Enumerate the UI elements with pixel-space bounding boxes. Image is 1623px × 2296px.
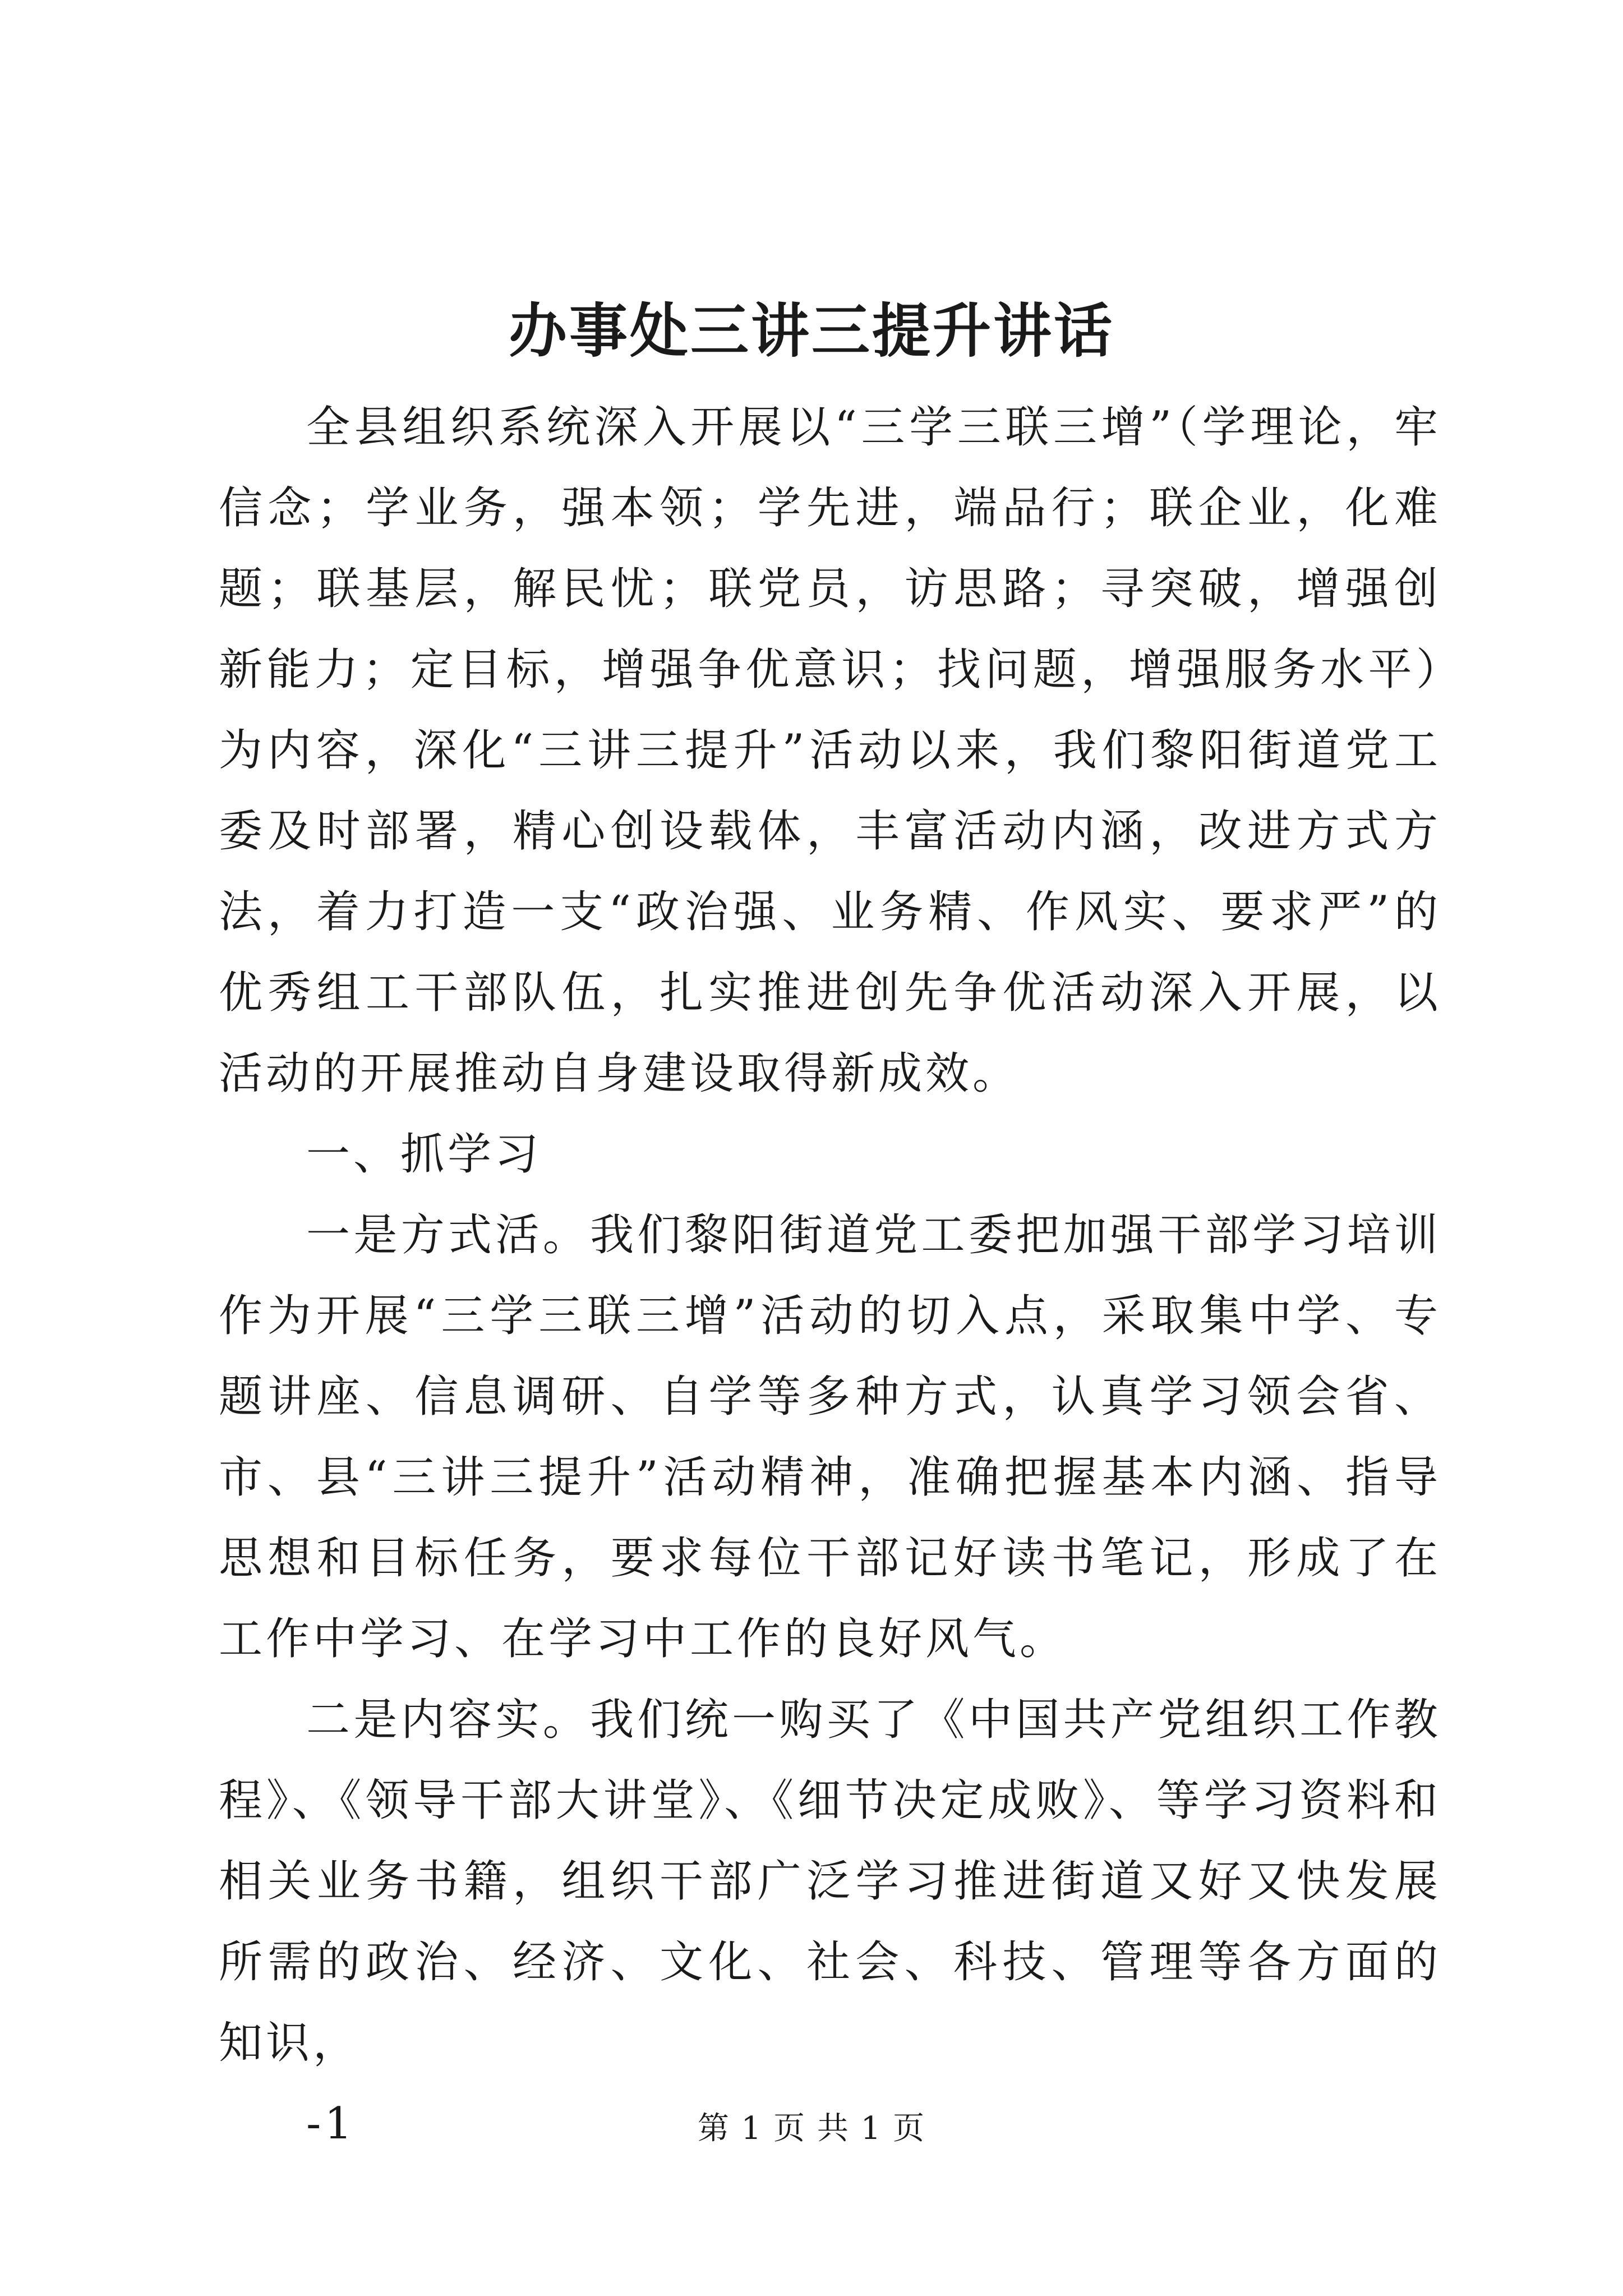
paragraph-intro: 全县组织系统深入开展以“三学三联三增”（学理论，牢信念；学业务，强本领；学先进，端品行；联企业，化难题；联基层，解民忧；联党员，访思路；寻突破，增强创新能力；定目标，增强争优意识；找问题，增强服务水平）为内容，深化“三讲三提升”活动以来，我们黎阳街道党工委及时部署，精心创设载体，丰富活动内涵，改进方式方法，着力打造一支“政治强、业务精、作风实、要求严”的优秀组工干部队伍，扎实推进创先争优活动深入开展，以活动的开展推动自身建设取得新成效。 [219, 402, 1441, 1099]
document-body [219, 387, 1441, 2164]
document-title: 办事处三讲三提升讲话 [508, 296, 1114, 365]
page-footer: 第 1 页 共 1 页 [697, 2110, 926, 2147]
page-marker: -1 [306, 2099, 356, 2149]
paragraph-method: 一是方式活。我们黎阳街道党工委把加强干部学习培训作为开展“三学三联三增”活动的切入点，采取集中学、专题讲座、信息调研、自学等多种方式，认真学习领会省、市、县“三讲三提升”活动精神，准确把握基本内涵、指导思想和目标任务，要求每位干部记好读书笔记，形成了在工作中学习、在学习中工作的良好风气。 [219, 1210, 1441, 1664]
section-heading: 一、抓学习 [306, 1129, 542, 1180]
paragraph-content: 二是内容实。我们统一购买了《中国共产党组织工作教程》、《领导干部大讲堂》、《细节决定成败》、等学习资料和相关业务书籍，组织干部广泛学习推进街道又好又快发展所需的政治、经济、文化、社会、科技、管理等各方面的知识， [219, 1695, 1441, 2068]
